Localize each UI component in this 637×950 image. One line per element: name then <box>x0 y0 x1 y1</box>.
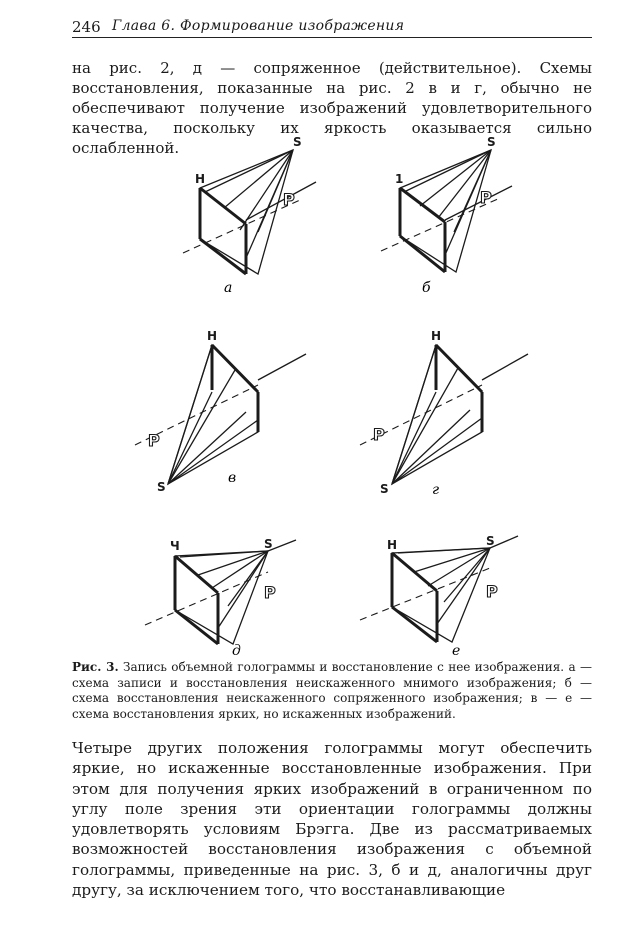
panel-g-object-icon: P <box>373 425 385 444</box>
panel-d-source-label: S <box>264 537 273 551</box>
panel-e-hologram-label: H <box>387 538 398 552</box>
panel-e-sublabel: е <box>452 643 461 659</box>
panel-e-hologram-face <box>392 548 490 642</box>
panel-a-source-label: S <box>293 135 302 149</box>
panel-e <box>360 534 518 659</box>
panel-v-source-label: S <box>157 480 166 494</box>
panel-v <box>135 329 306 494</box>
panel-v-sublabel: в <box>228 470 237 486</box>
panel-b-sublabel: б <box>422 280 431 296</box>
panel-b-object-icon: P <box>480 188 492 207</box>
panel-b-source-label: S <box>487 135 496 149</box>
panel-g-sublabel: г <box>432 482 440 498</box>
page-number: 246 <box>72 18 101 36</box>
panel-b <box>381 135 512 296</box>
panel-v-hologram-label: H <box>207 329 218 343</box>
panel-g <box>360 329 528 498</box>
panel-d <box>145 537 296 659</box>
running-title: Глава 6. Формирование изображения <box>112 18 405 34</box>
panel-e-object-icon: P <box>486 582 498 601</box>
panel-d-sublabel: д <box>232 643 241 659</box>
paragraph-bottom: Четыре других положения голограммы могут обеспечить яркие, но искаженные восстановленные изображения. При этом для получения ярких изображений в ограниченном по углу поле зрения эти ориентации голограммы должны удовлетворять условиям Брэгга. Две из рассматриваемых возможностей восстановления изображения с объемной голограммы, приведенные на рис. 3, б и д, аналогичны друг другу, за исключением того, что восстанавливающие <box>72 739 592 900</box>
panel-d-object-icon: P <box>264 583 276 602</box>
panel-v-ray <box>258 354 306 380</box>
panel-a-object-icon: P <box>283 190 295 209</box>
panel-a <box>183 135 316 296</box>
panel-d-hologram-label: Ч <box>170 539 180 553</box>
caption-text: Запись объемной голограммы и восстановление с нее изображения. а — схема записи и восстановления неискаженного мнимого изображения; б — схема восстановления неискаженного сопряженного изображения; в — е — схема восстановления ярких, но искаженных изображений. <box>72 660 592 721</box>
figure-caption <box>72 660 592 722</box>
paragraph-top: на рис. 2, д — сопряженное (действительное). Схемы восстановления, показанные на рис. 2 в и г, обычно не обеспечивают получение изображений удовлетворительного качества, поскольку их яркость оказывается сильно ослабленной. <box>72 59 592 157</box>
panel-a-sublabel: а <box>224 280 233 296</box>
panel-g-hologram-label: H <box>431 329 442 343</box>
panel-b-hologram-label: 1 <box>395 172 404 186</box>
caption-label: Рис. 3. <box>72 660 119 674</box>
panel-g-source-label: S <box>380 482 389 496</box>
panel-g-ray <box>482 354 528 380</box>
panel-v-object-icon: P <box>148 431 160 450</box>
panel-e-source-label: S <box>486 534 495 548</box>
panel-d-hologram-face <box>175 551 268 644</box>
panel-a-hologram-label: H <box>195 172 206 186</box>
